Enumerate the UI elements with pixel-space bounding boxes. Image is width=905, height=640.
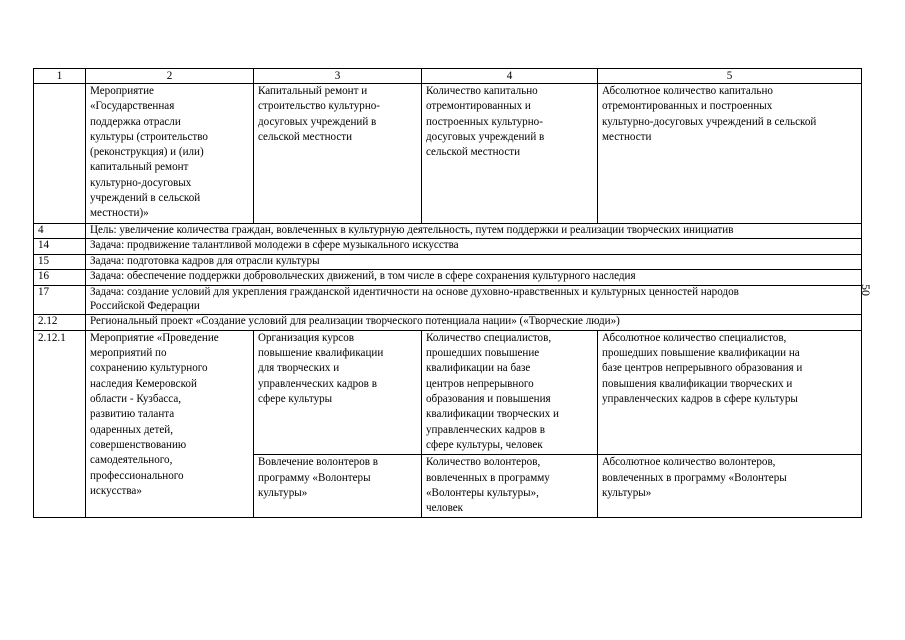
task-cell: Задача: продвижение талантливой молодежи в сфере музыкального искусства: [86, 239, 862, 255]
table-row: [34, 270, 862, 286]
row-number-cell: 2.12.1: [34, 330, 86, 518]
row-number-cell: 16: [34, 270, 86, 286]
goal-cell: Цель: увеличение количества граждан, вовлеченных в культурную деятельность, путем поддержки и реализации творческих инициатив: [86, 223, 862, 239]
table-row: [34, 330, 862, 454]
task-cell: Задача: создание условий для укрепления гражданской идентичности на основе духовно-нравственных и культурных ценностей народов Российской Федерации: [86, 286, 862, 315]
table-row: [34, 315, 862, 331]
method-cell: Абсолютное количество капитально отремонтированных и построенных культурно-досуговых учреждений в сельской местности: [598, 84, 862, 224]
table-header-row: [34, 69, 862, 84]
task-cell: Задача: обеспечение поддержки добровольческих движений, в том числе в сфере сохранения культурного наследия: [86, 270, 862, 286]
method-cell: Абсолютное количество специалистов, прошедших повышение квалификации на базе центров непрерывного образования и повышения квалификации творческих и управленческих кадров в сфере культуры: [598, 330, 862, 454]
header-cell: 5: [598, 69, 862, 84]
indicator-cell: Количество волонтеров, вовлеченных в программу «Волонтеры культуры», человек: [422, 455, 598, 518]
document-table: [33, 68, 862, 518]
indicator-cell: Количество капитально отремонтированных и построенных культурно- досуговых учреждений в сельской местности: [422, 84, 598, 224]
row-number-cell: 14: [34, 239, 86, 255]
method-cell: Абсолютное количество волонтеров, вовлеченных в программу «Волонтеры культуры»: [598, 455, 862, 518]
event-cell: Мероприятие «Государственная поддержка отрасли культуры (строительство (реконструкция) и (или) капитальный ремонт культурно-досуговых учреждений в сельской местности)»: [86, 84, 254, 224]
header-cell: 2: [86, 69, 254, 84]
table-row: [34, 239, 862, 255]
page-number: 50: [859, 284, 873, 296]
row-number-cell: 4: [34, 223, 86, 239]
indicator-cell: Количество специалистов, прошедших повышение квалификации на базе центров непрерывного образования и повышения квалификации творческих и управленческих кадров в сфере культуры, человек: [422, 330, 598, 454]
header-cell: 1: [34, 69, 86, 84]
table-row: [34, 84, 862, 224]
header-cell: 4: [422, 69, 598, 84]
table-row: [34, 286, 862, 315]
row-number-cell: [34, 84, 86, 224]
header-cell: 3: [254, 69, 422, 84]
row-number-cell: 2.12: [34, 315, 86, 331]
measure-cell: Организация курсов повышение квалификации для творческих и управленческих кадров в сфере культуры: [254, 330, 422, 454]
event-cell: Мероприятие «Проведение мероприятий по сохранению культурного наследия Кемеровской области - Кузбасса, развитию таланта одаренных детей, совершенствованию самодеятельного, профессионального искусства»: [86, 330, 254, 518]
table-row: [34, 223, 862, 239]
measure-cell: Капитальный ремонт и строительство культурно- досуговых учреждений в сельской местности: [254, 84, 422, 224]
project-cell: Региональный проект «Создание условий для реализации творческого потенциала нации» («Творческие люди»): [86, 315, 862, 331]
task-cell: Задача: подготовка кадров для отрасли культуры: [86, 254, 862, 270]
row-number-cell: 15: [34, 254, 86, 270]
measure-cell: Вовлечение волонтеров в программу «Волонтеры культуры»: [254, 455, 422, 518]
row-number-cell: 17: [34, 286, 86, 315]
table-row: [34, 254, 862, 270]
